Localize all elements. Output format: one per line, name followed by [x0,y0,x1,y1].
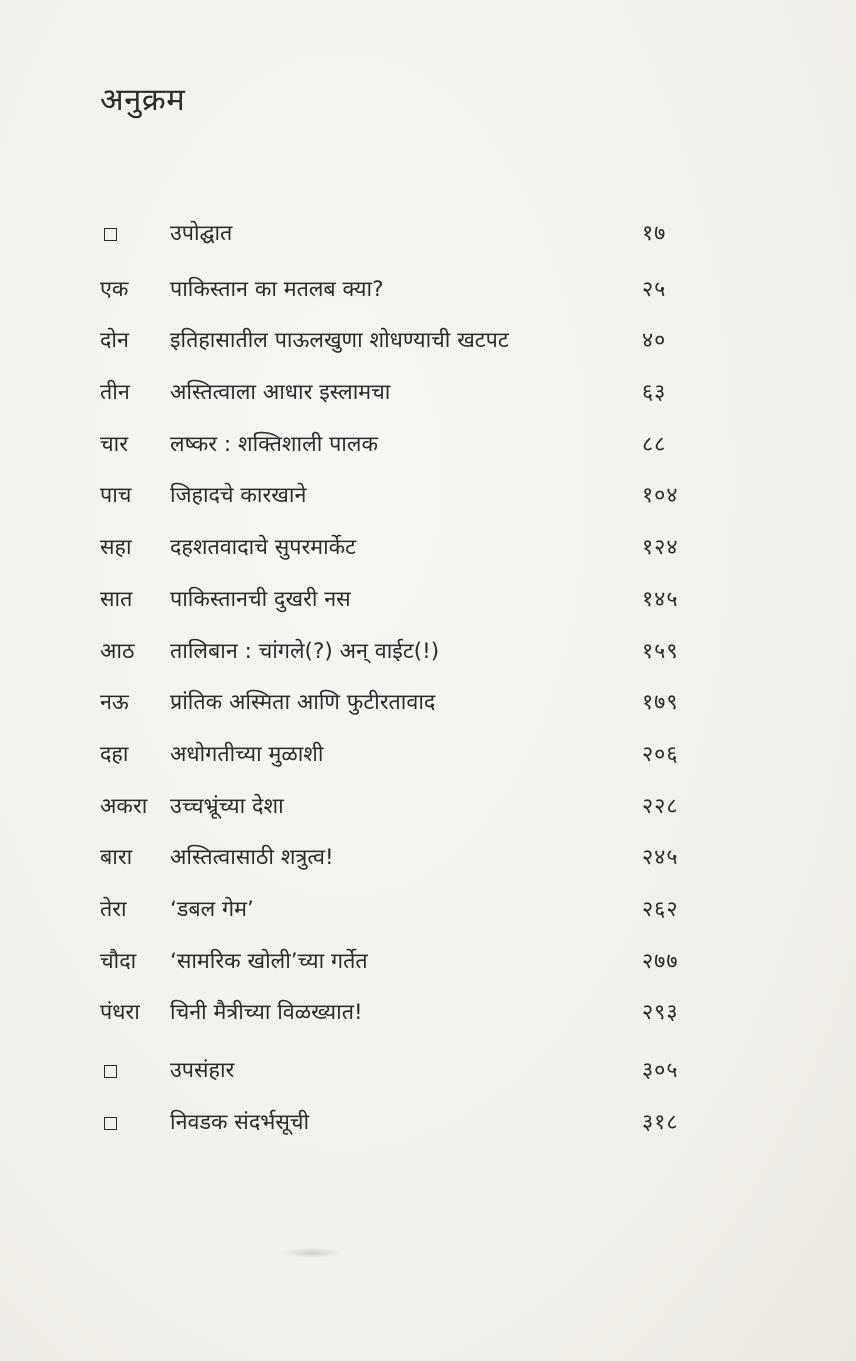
toc-row-bibliography [100,1101,700,1153]
toc-page-number: ४० [642,328,667,354]
toc-row [100,630,700,682]
toc-chapter-number: बारा [100,845,133,871]
toc-page-number: २७७ [642,948,679,974]
toc-page-number: १५९ [642,638,679,664]
toc-title: इतिहासातील पाऊलखुणा शोधण्याची खटपट [170,328,509,354]
toc-row [100,371,700,423]
toc-title: उपसंहार [170,1058,235,1083]
toc-page-number: २९३ [642,1000,679,1026]
toc-chapter-number: आठ [100,638,135,664]
toc-row [100,940,700,992]
toc-title: ‘सामरिक खोली’च्या गर्तेत [170,948,368,974]
toc-row [100,733,700,785]
toc-row [100,526,700,578]
toc-title: निवडक संदर्भसूची [170,1109,310,1135]
toc-chapter-number: पाच [100,483,132,509]
toc-title: अस्तित्वासाठी शत्रुत्व! [170,845,334,871]
bullet-box-icon [100,1101,117,1145]
toc-row [100,681,700,733]
toc-page-number: १२४ [642,535,679,561]
toc-page-number: २५ [642,276,667,302]
toc-title: पाकिस्तान का मतलब क्या? [170,276,384,302]
toc-title: तालिबान : चांगले(?) अन् वाईट(!) [170,638,440,664]
toc-chapter-number: नऊ [100,690,129,716]
toc-chapter-number: चौदा [100,948,137,974]
toc-title: ‘डबल गेम’ [170,896,254,922]
toc-chapter-number: पंधरा [100,1000,140,1026]
toc-chapter-number: एक [100,276,129,302]
toc-title: पाकिस्तानची दुखरी नस [170,586,351,612]
toc-row [100,578,700,630]
toc-row-preface [100,212,700,264]
toc-row [100,474,700,526]
toc-row [100,319,700,371]
toc-page-number: १७ [642,221,667,246]
toc-title: उपोद्घात [170,221,233,246]
toc-row [100,423,700,475]
toc-page-number: १०४ [642,483,679,509]
toc-row [100,888,700,940]
toc-chapter-number: दहा [100,741,129,767]
toc-chapter-number: तेरा [100,896,127,922]
toc-title: चिनी मैत्रीच्या विळख्यात! [170,1000,363,1026]
toc-page-number: २०६ [642,741,679,767]
toc-row-epilogue [100,1049,700,1101]
table-of-contents [100,212,700,1152]
toc-title: अधोगतीच्या मुळाशी [170,741,324,767]
toc-page-number: १४५ [642,586,679,612]
toc-chapter-number: सहा [100,535,132,561]
toc-page-number: ३१८ [642,1109,679,1135]
toc-chapter-number: तीन [100,380,130,406]
toc-title: अस्तित्वाला आधार इस्लामचा [170,380,391,406]
toc-page-number: ६३ [642,380,667,406]
toc-row [100,836,700,888]
toc-title: जिहादचे कारखाने [170,483,307,509]
toc-chapter-number: सात [100,586,133,612]
toc-title: उच्चभ्रूंच्या देशा [170,793,284,819]
paper-smudge [282,1248,342,1258]
toc-chapter-number: चार [100,431,129,457]
bullet-box-icon [100,212,117,256]
toc-page-number: २६२ [642,896,679,922]
toc-page-number: २२८ [642,793,679,819]
toc-title: लष्कर : शक्तिशाली पालक [170,431,378,457]
toc-title: प्रांतिक अस्मिता आणि फुटीरतावाद [170,690,436,716]
toc-row [100,991,700,1043]
toc-page-number: ८८ [642,431,667,457]
page-title: अनुक्रम [100,82,186,118]
toc-title: दहशतवादाचे सुपरमार्केट [170,535,357,561]
toc-page-number: २४५ [642,845,679,871]
toc-row [100,268,700,320]
toc-chapter-number: अकरा [100,793,148,819]
bullet-box-icon [100,1049,117,1093]
toc-page-number: ३०५ [642,1058,679,1083]
toc-page-number: १७९ [642,690,679,716]
toc-chapter-number: दोन [100,328,129,354]
toc-row [100,785,700,837]
